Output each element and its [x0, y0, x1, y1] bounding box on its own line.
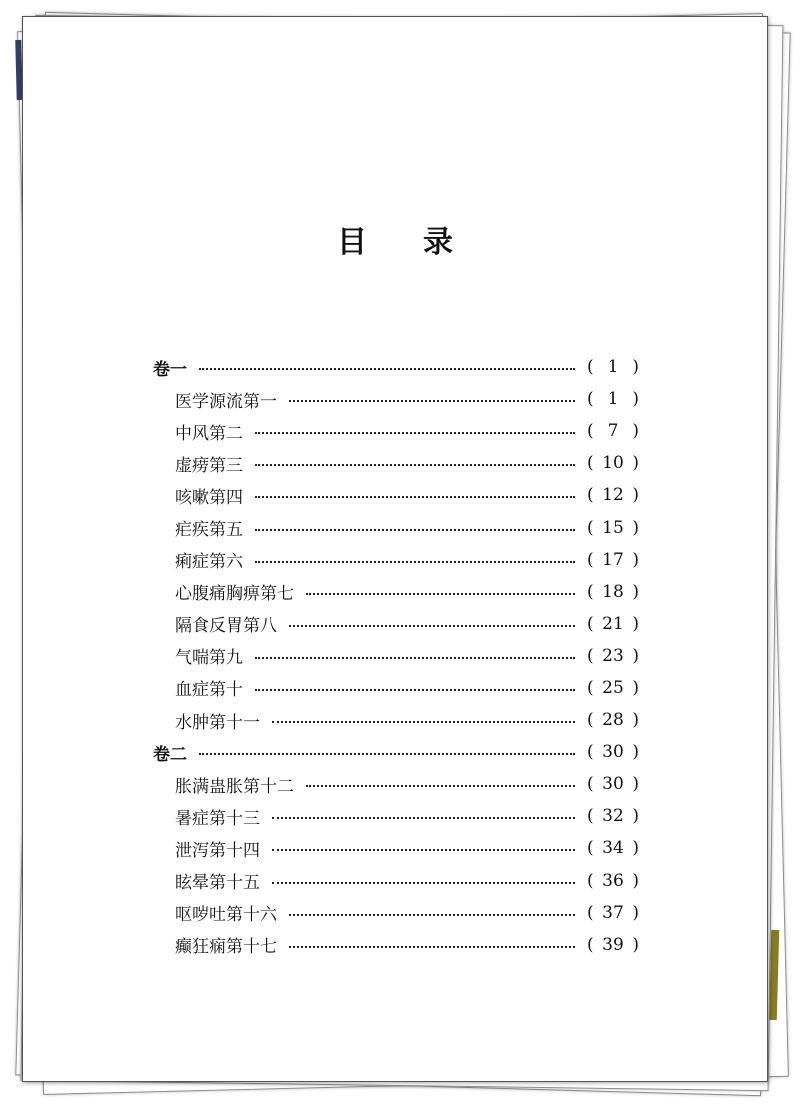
toc-entry-label: 医学源流第一: [175, 391, 277, 412]
toc-entry-label: 卷一: [153, 359, 187, 380]
toc-chapter-entry[interactable]: [153, 576, 639, 608]
page-number-value: 25: [602, 677, 624, 698]
toc-entry-label: 隔食反胃第八: [175, 616, 277, 637]
page-number-value: 1: [607, 357, 619, 378]
toc-entry-label: 疟疾第五: [175, 520, 243, 541]
page-number-value: 10: [602, 453, 624, 474]
page-number-value: 30: [602, 742, 624, 763]
paren-open: (: [587, 613, 594, 634]
toc-entry-label: 虚痨第三: [175, 455, 243, 476]
toc-page-number: [587, 678, 639, 698]
paren-open: (: [587, 389, 594, 410]
toc-chapter-entry[interactable]: [153, 640, 639, 672]
toc-entry-label: 水肿第十一: [175, 712, 260, 733]
toc-page-number: [587, 421, 639, 441]
toc-page-number: [587, 774, 639, 794]
toc-page-number: [587, 742, 639, 762]
paren-close: ): [632, 645, 639, 666]
paren-open: (: [587, 485, 594, 506]
page-title: [23, 217, 767, 261]
toc-entry-label: 暑症第十三: [175, 808, 260, 829]
toc-chapter-entry[interactable]: [153, 544, 639, 576]
page-number-value: 7: [607, 421, 619, 442]
toc-chapter-entry[interactable]: [153, 415, 639, 447]
toc-entry-label: 咳嗽第四: [175, 487, 243, 508]
toc-chapter-entry[interactable]: [153, 800, 639, 832]
page-number-value: 1: [607, 389, 619, 410]
paren-open: (: [587, 645, 594, 666]
dot-leader: [255, 657, 575, 659]
paren-open: (: [587, 677, 594, 698]
toc-entry-label: 眩晕第十五: [175, 873, 260, 894]
page-number-value: 23: [602, 645, 624, 666]
toc-page: [22, 16, 768, 1082]
paren-close: ): [632, 806, 639, 827]
toc-page-number: [587, 646, 639, 666]
toc-chapter-entry[interactable]: [153, 865, 639, 897]
toc-entry-label: 卷二: [153, 744, 187, 765]
toc-page-number: [587, 518, 639, 538]
dot-leader: [272, 817, 575, 819]
toc-chapter-entry[interactable]: [153, 897, 639, 929]
table-of-contents: [153, 351, 639, 961]
toc-page-number: [587, 357, 639, 377]
toc-entry-label: 呕哕吐第十六: [175, 905, 277, 926]
dot-leader: [255, 464, 575, 466]
page-number-value: 37: [602, 902, 624, 923]
paren-close: ): [632, 870, 639, 891]
toc-entry-label: 癫狂痫第十七: [175, 937, 277, 958]
paren-close: ): [632, 517, 639, 538]
paren-close: ): [632, 742, 639, 763]
toc-entry-label: 血症第十: [175, 680, 243, 701]
toc-page-number: [587, 453, 639, 473]
page-number-value: 30: [602, 774, 624, 795]
paren-close: ): [632, 774, 639, 795]
toc-volume-entry[interactable]: [153, 351, 639, 383]
dot-leader: [289, 400, 575, 402]
dot-leader: [289, 625, 575, 627]
page-number-value: 28: [602, 710, 624, 731]
page-number-value: 12: [602, 485, 624, 506]
paren-open: (: [587, 870, 594, 891]
toc-page-number: [587, 871, 639, 891]
paren-open: (: [587, 357, 594, 378]
dot-leader: [289, 946, 575, 948]
toc-page-number: [587, 806, 639, 826]
toc-page-number: [587, 485, 639, 505]
paren-close: ): [632, 485, 639, 506]
toc-chapter-entry[interactable]: [153, 672, 639, 704]
paren-open: (: [587, 517, 594, 538]
paren-open: (: [587, 453, 594, 474]
toc-chapter-entry[interactable]: [153, 832, 639, 864]
page-number-value: 36: [602, 870, 624, 891]
paren-close: ): [632, 934, 639, 955]
toc-page-number: [587, 935, 639, 955]
paren-open: (: [587, 549, 594, 570]
paren-close: ): [632, 613, 639, 634]
page-number-value: 17: [602, 549, 624, 570]
dot-leader: [255, 496, 575, 498]
paren-open: (: [587, 710, 594, 731]
paren-close: ): [632, 902, 639, 923]
paren-close: ): [632, 389, 639, 410]
paren-close: ): [632, 453, 639, 474]
dot-leader: [306, 785, 575, 787]
dot-leader: [255, 561, 575, 563]
toc-entry-label: 胀满蛊胀第十二: [175, 776, 294, 797]
toc-entry-label: 心腹痛胸痹第七: [175, 584, 294, 605]
page-number-value: 15: [602, 517, 624, 538]
paren-close: ): [632, 581, 639, 602]
paren-open: (: [587, 742, 594, 763]
paren-open: (: [587, 581, 594, 602]
page-number-value: 21: [602, 613, 624, 634]
toc-page-number: [587, 614, 639, 634]
toc-entry-label: 中风第二: [175, 423, 243, 444]
dot-leader: [199, 753, 575, 755]
toc-page-number: [587, 903, 639, 923]
paren-open: (: [587, 774, 594, 795]
dot-leader: [255, 529, 575, 531]
dot-leader: [199, 368, 575, 370]
toc-entry-label: 泄泻第十四: [175, 840, 260, 861]
paren-close: ): [632, 838, 639, 859]
page-number-value: 39: [602, 934, 624, 955]
dot-leader: [289, 914, 575, 916]
toc-volume-entry[interactable]: [153, 736, 639, 768]
title-char: 录: [423, 225, 453, 260]
dot-leader: [272, 882, 575, 884]
paren-open: (: [587, 934, 594, 955]
dot-leader: [255, 689, 575, 691]
paren-close: ): [632, 357, 639, 378]
dot-leader: [272, 721, 575, 723]
toc-page-number: [587, 710, 639, 730]
paren-open: (: [587, 902, 594, 923]
toc-chapter-entry[interactable]: [153, 447, 639, 479]
dot-leader: [272, 849, 575, 851]
toc-page-number: [587, 838, 639, 858]
toc-entry-label: 痢症第六: [175, 552, 243, 573]
paren-close: ): [632, 710, 639, 731]
toc-page-number: [587, 582, 639, 602]
paren-open: (: [587, 806, 594, 827]
dot-leader: [255, 432, 575, 434]
toc-page-number: [587, 389, 639, 409]
paren-close: ): [632, 677, 639, 698]
page-number-value: 18: [602, 581, 624, 602]
toc-chapter-entry[interactable]: [153, 608, 639, 640]
toc-chapter-entry[interactable]: [153, 479, 639, 511]
title-char: 目: [337, 225, 367, 260]
paren-open: (: [587, 838, 594, 859]
page-number-value: 34: [602, 838, 624, 859]
paren-close: ): [632, 421, 639, 442]
toc-page-number: [587, 550, 639, 570]
toc-entry-label: 气喘第九: [175, 648, 243, 669]
toc-chapter-entry[interactable]: [153, 511, 639, 543]
dot-leader: [306, 593, 575, 595]
toc-chapter-entry[interactable]: [153, 383, 639, 415]
page-number-value: 32: [602, 806, 624, 827]
paren-open: (: [587, 421, 594, 442]
toc-chapter-entry[interactable]: [153, 929, 639, 961]
toc-chapter-entry[interactable]: [153, 704, 639, 736]
paren-close: ): [632, 549, 639, 570]
toc-chapter-entry[interactable]: [153, 768, 639, 800]
